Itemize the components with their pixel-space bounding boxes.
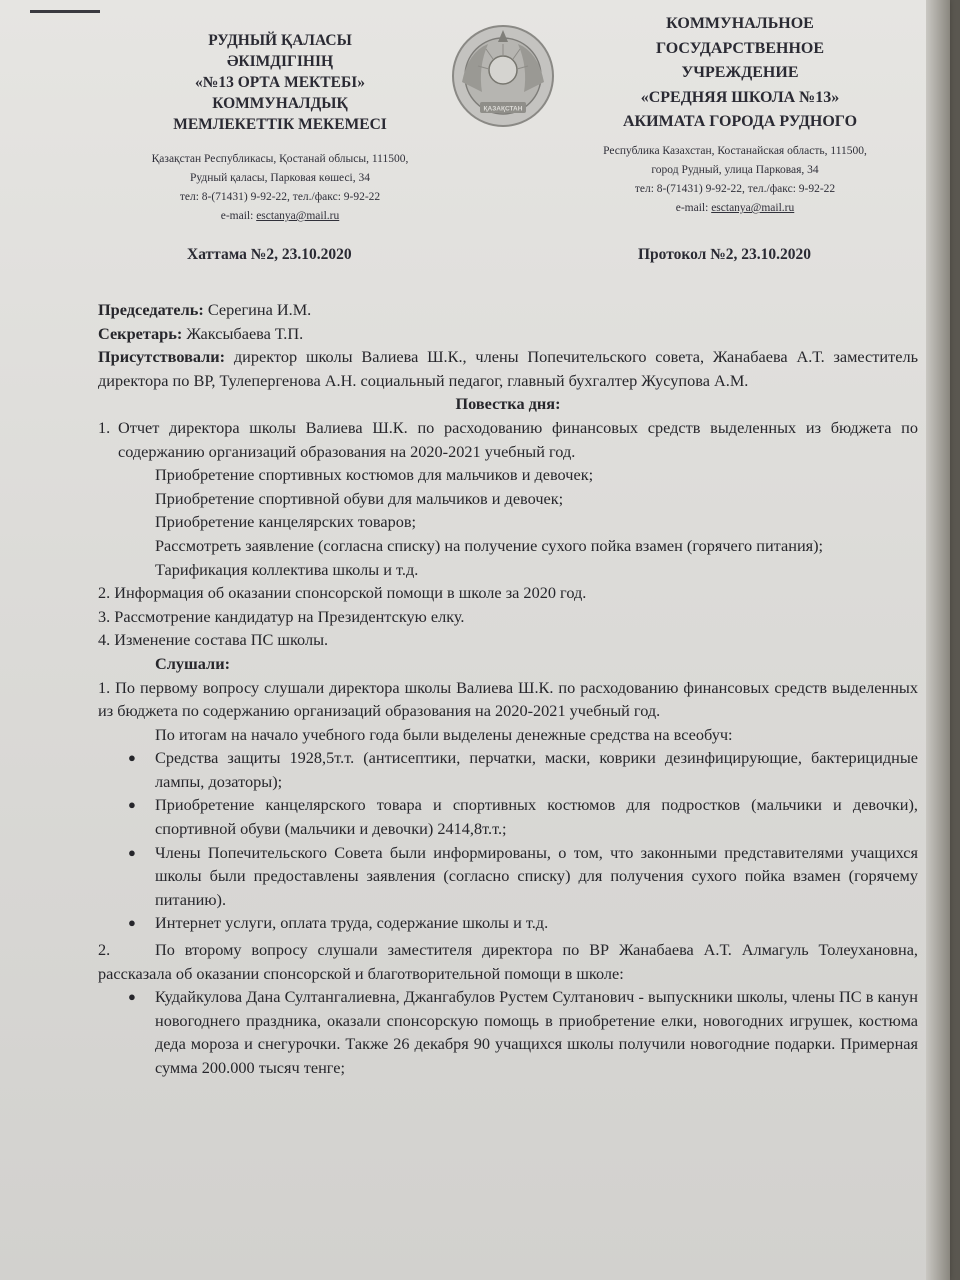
agenda-subitem: Приобретение спортивной обуви для мальчиков и девочек; xyxy=(155,488,564,508)
agenda-subitem: Тарификация коллектива школы и т.д. xyxy=(155,559,419,579)
header-russian-line: УЧРЕЖДЕНИЕ xyxy=(681,64,799,81)
bullet-icon: ● xyxy=(128,989,136,1005)
address-line: тел: 8-(71431) 9-92-22, тел./факс: 9-92-22 xyxy=(179,191,381,203)
agenda-item-3: 3. Рассмотрение кандидатур на Президентскую елку. xyxy=(98,606,465,626)
email-link[interactable]: esctanya@mail.ru xyxy=(711,202,795,214)
header-kazakh-line: РУДНЫЙ ҚАЛАСЫ xyxy=(208,32,352,49)
protocol-russian: Протокол №2, 23.10.2020 xyxy=(638,246,812,263)
heard-item-number: 2. xyxy=(98,940,111,960)
document-body xyxy=(98,298,918,1080)
email-link[interactable]: esctanya@mail.ru xyxy=(256,210,340,222)
state-emblem-icon xyxy=(448,22,558,130)
header-kazakh-line: ӘКІМДІГІНІҢ xyxy=(226,53,334,70)
address-kazakh xyxy=(115,150,445,226)
list-item-text: Интернет услуги, оплата труда, содержание школы и т.д. xyxy=(155,913,549,933)
list-item-text: Кудайкулова Дана Султангалиевна, Джангабулов Рустем Султанович - выпускники школы, члены ПС в канун новогоднего праздника, оказали спонсорскую помощь в приобретение елки, новогодних игрушек, костюма деда мороза и снегурочки. Также 26 декабря 90 учащихся школы получили новогодние подарки. Примерная сумма 200.000 тысяч тенге; xyxy=(155,987,918,1077)
email-line xyxy=(115,207,445,226)
list-item-text: Члены Попечительского Совета были информированы, о том, что законными представителями учащихся школы были предоставлены заявления (согласно списку) для получения сухого пойка взамен (горячему питанию). xyxy=(155,842,918,909)
agenda-item-2: 2. Информация об оказании спонсорской помощи в школе за 2020 год. xyxy=(98,583,587,603)
address-line: Республика Казахстан, Костанайская область, 111500, xyxy=(603,145,867,157)
heard-item-1-intro: По итогам на начало учебного года были выделены денежные средства на всеобуч: xyxy=(155,724,733,744)
header-kazakh xyxy=(150,30,410,135)
header-russian-line: «СРЕДНЯЯ ШКОЛА №13» xyxy=(640,88,840,106)
list-item xyxy=(98,793,918,840)
agenda-item-number: 1. xyxy=(98,417,111,437)
present-value: директор школы Валиева Ш.К., члены Попечительского совета, Жанабаева А.Т. заместитель директора по ВР, Тулепергенова А.Н. социальный педагог, главный бухгалтер Жусупова А.М. xyxy=(98,347,918,390)
secretary-value: Жаксыбаева Т.П. xyxy=(182,323,304,343)
chair-value: Серегина И.М. xyxy=(203,300,312,319)
page-edge-shadow xyxy=(926,0,950,1280)
address-line: тел: 8-(71431) 9-92-22, тел./факс: 9-92-22 xyxy=(634,183,836,195)
agenda-subitem: Рассмотреть заявление (согласна списку) на получение сухого пойка взамен (горячего питания); xyxy=(155,535,824,555)
header-kazakh-line: КОММУНАЛДЫҚ xyxy=(212,95,348,112)
header-russian-line: АКИМАТА ГОРОДА РУДНОГО xyxy=(622,113,858,130)
heard-title: Слушали: xyxy=(155,653,230,673)
list-item xyxy=(98,985,918,1079)
header-kazakh-line: «№13 ОРТА МЕКТЕБІ» xyxy=(195,74,365,91)
header-russian xyxy=(595,12,885,135)
heard-item-1: 1. По первому вопросу слушали директора школы Валиева Ш.К. по расходованию финансовых средств выделенных из бюджета по содержанию организаций образования на 2020-2021 учебный год. xyxy=(98,677,918,721)
email-prefix: e-mail: xyxy=(220,210,257,222)
email-prefix: e-mail: xyxy=(675,202,712,214)
protocol-kazakh: Хаттама №2, 23.10.2020 xyxy=(187,246,352,263)
bullet-icon: ● xyxy=(128,750,136,766)
present-label: Присутствовали: xyxy=(98,347,226,367)
address-russian xyxy=(565,142,905,218)
header-kazakh-line: МЕМЛЕКЕТТІК МЕКЕМЕСІ xyxy=(173,116,387,133)
agenda-subitem: Приобретение канцелярских товаров; xyxy=(155,512,417,532)
header-russian-line: КОММУНАЛЬНОЕ xyxy=(666,15,814,32)
chair-label: Председатель: xyxy=(98,300,204,319)
bullet-icon: ● xyxy=(128,844,136,860)
address-line: город Рудный, улица Парковая, 34 xyxy=(651,164,819,176)
agenda-subitem: Приобретение спортивных костюмов для мальчиков и девочек; xyxy=(155,465,594,485)
heard-item-2-text: По второму вопросу слушали заместителя директора по ВР Жанабаева А.Т. Алмагуль Толеухановна, рассказала об оказании спонсорской и благотворительной помощи в школе: xyxy=(98,940,918,983)
present-line xyxy=(98,345,918,392)
agenda-item-text: Отчет директора школы Валиева Ш.К. по расходованию финансовых средств выделенных из бюджета по содержанию организаций образования на 2020-2021 учебный год. xyxy=(118,417,918,461)
list-item xyxy=(98,746,918,793)
bullet-icon: ● xyxy=(128,797,136,813)
agenda-title: Повестка дня: xyxy=(455,394,561,414)
list-item xyxy=(98,911,918,935)
agenda-item-4: 4. Изменение состава ПС школы. xyxy=(98,630,329,650)
top-dash-mark xyxy=(30,10,100,13)
agenda-item-1 xyxy=(98,416,918,463)
chair-line xyxy=(98,298,918,322)
header-russian-line: ГОСУДАРСТВЕННОЕ xyxy=(656,39,824,57)
emblem-text: ҚАЗАҚСТАН xyxy=(483,105,523,113)
bullet-icon: ● xyxy=(128,915,136,931)
secretary-label: Секретарь: xyxy=(98,323,183,343)
secretary-line xyxy=(98,322,918,346)
list-item-text: Приобретение канцелярского товара и спортивных костюмов для подростков (мальчики и девочки), спортивной обуви (мальчики и девочки) 2414,8т.т.; xyxy=(155,795,918,839)
address-line: Рудный қаласы, Парковая көшесі, 34 xyxy=(190,172,370,184)
email-line xyxy=(565,199,905,218)
address-line: Қазақстан Республикасы, Қостанай облысы, 111500, xyxy=(151,153,409,165)
list-item xyxy=(98,841,918,912)
list-item-text: Средства защиты 1928,5т.т. (антисептики, перчатки, маски, коврики дезинфицирующие, бактерицидные лампы, дозаторы); xyxy=(155,748,918,791)
